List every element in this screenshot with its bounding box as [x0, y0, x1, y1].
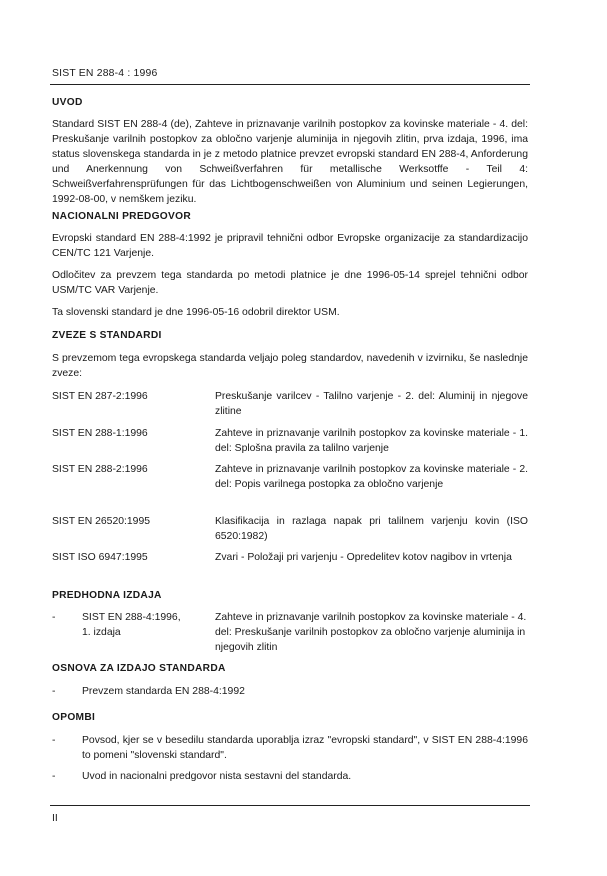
osnova-item: Prevzem standarda EN 288-4:1992	[82, 686, 245, 697]
predhodna-description: Zahteve in priznavanje varilnih postopkov za kovinske materiale - 4. del: Preskušanje varilnih postopkov za obločno varjenje aluminija in njegovih zlitin	[215, 612, 527, 653]
nacionalni-p1: Evropski standard EN 288-4:1992 je pripravil tehnični odbor Evropske organizacije za standardizacijo CEN/TC 121 Varjenje.	[52, 233, 528, 259]
standard-description: Zvari - Položaji pri varjenju - Opredelitev kotov nagibov in vrtenja	[215, 552, 512, 563]
list-dash: -	[52, 735, 56, 746]
list-dash: -	[52, 771, 56, 782]
standard-description: Zahteve in priznavanje varilnih postopkov za kovinske materiale - 2. del: Popis varilnega postopka za obločno varjenje	[215, 464, 528, 490]
footer-rule	[50, 805, 530, 806]
standard-description: Zahteve in priznavanje varilnih postopkov za kovinske materiale - 1. del: Splošna pravila za talilno varjenje	[215, 428, 528, 454]
opombi-item-2: Uvod in nacionalni predgovor nista sestavni del standarda.	[82, 771, 352, 782]
uvod-heading: UVOD	[52, 97, 83, 108]
zveze-intro: S prevzemom tega evropskega standarda veljajo poleg standardov, navedenih v izvirniku, še naslednje zveze:	[52, 353, 528, 379]
standard-description: Preskušanje varilcev - Talilno varjenje - 2. del: Aluminij in njegove zlitine	[215, 391, 528, 417]
opombi-item-1: Povsod, kjer se v besedilu standarda uporablja izraz "evropski standard", v SIST EN 288-4:1996 to pomeni "slovenski standard".	[82, 735, 528, 761]
document-id-header: SIST EN 288-4 : 1996	[52, 68, 158, 79]
osnova-heading: OSNOVA ZA IZDAJO STANDARDA	[52, 663, 226, 674]
nacionalni-p3: Ta slovenski standard je dne 1996-05-16 odobril direktor USM.	[52, 307, 340, 318]
standard-code: SIST EN 26520:1995	[52, 516, 151, 527]
nacionalni-heading: NACIONALNI PREDGOVOR	[52, 211, 192, 222]
opombi-heading: OPOMBI	[52, 712, 96, 723]
page-number: II	[52, 813, 58, 824]
standard-code: SIST ISO 6947:1995	[52, 552, 148, 563]
standard-code: SIST EN 288-2:1996	[52, 464, 148, 475]
predhodna-code-line2: 1. izdaja	[82, 627, 121, 638]
standard-description: Klasifikacija in razlaga napak pri talilnem varjenju kovin (ISO 6520:1982)	[215, 516, 528, 542]
predhodna-heading: PREDHODNA IZDAJA	[52, 590, 162, 601]
nacionalni-p2: Odločitev za prevzem tega standarda po metodi platnice je dne 1996-05-14 sprejel tehnični odbor USM/TC VAR Varjenje.	[52, 270, 528, 296]
standard-code: SIST EN 287-2:1996	[52, 391, 148, 402]
uvod-text: Standard SIST EN 288-4 (de), Zahteve in priznavanje varilnih postopkov za kovinske materiale - 4. del: Preskušanje varilnih postopkov za obločno varjenje aluminija in njegovih zlitin, prva izdaja, 1996, ima status slovenskega standarda in je z metodo platnice prevzet evropski standard EN 288-4, Anforderung und Anerkennung von Schweißverfahren für metallische Werksotffe - Teil 4: Schweißverfahrensprüfungen für das Lichtbogenschweißen von Aluminium und seinen Legierungen, 1992-08-00, v nemškem jeziku.	[52, 119, 528, 205]
predhodna-code-line1: SIST EN 288-4:1996,	[82, 612, 181, 623]
list-dash: -	[52, 686, 56, 697]
zveze-heading: ZVEZE S STANDARDI	[52, 330, 162, 341]
header-rule	[50, 84, 530, 85]
list-dash: -	[52, 612, 56, 623]
standard-code: SIST EN 288-1:1996	[52, 428, 148, 439]
